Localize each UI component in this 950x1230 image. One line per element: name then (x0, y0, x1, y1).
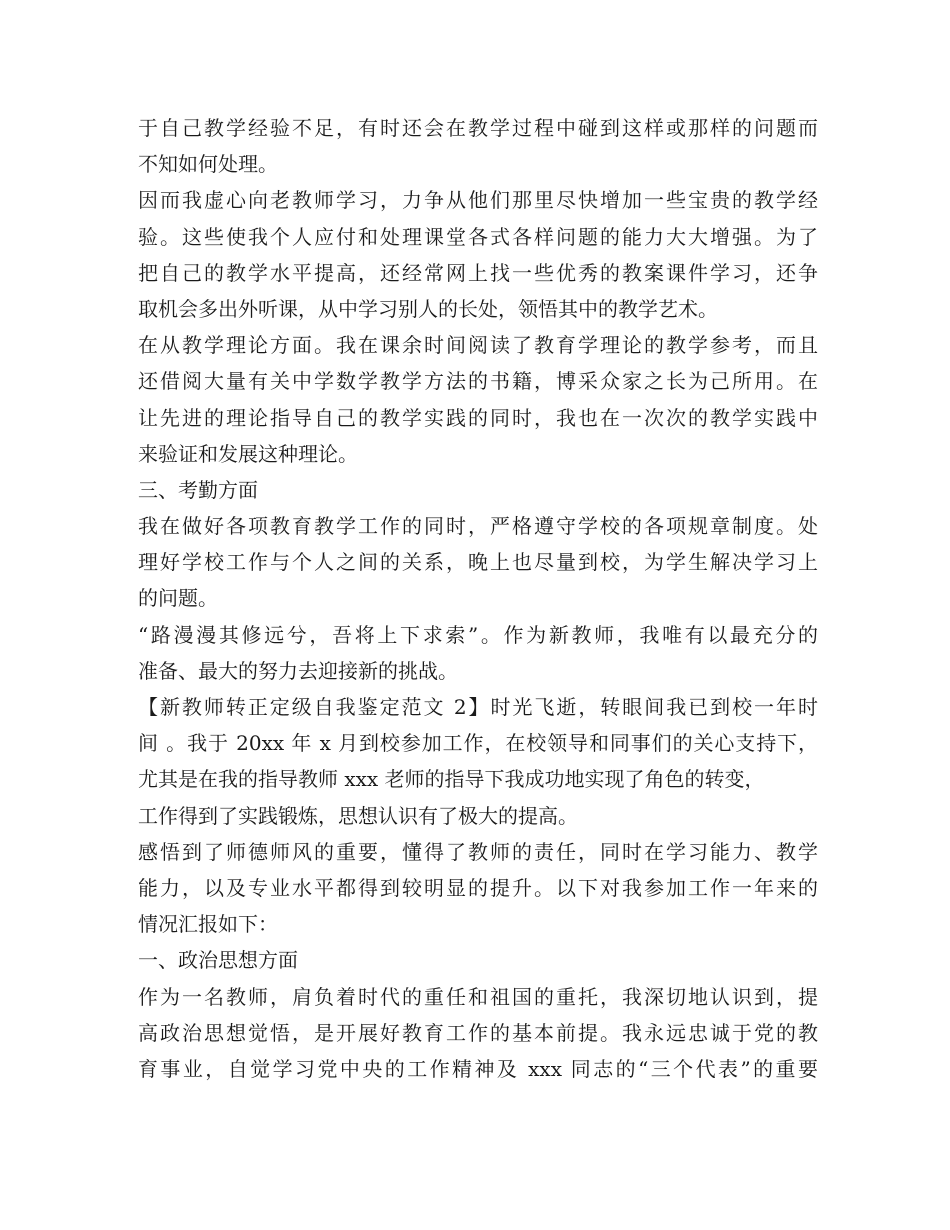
text-line: 感悟到了师德师风的重要，懂得了教师的责任，同时在学习能力、教学 (138, 839, 818, 864)
text-line: 的问题。 (138, 586, 218, 611)
text-line: 把自己的教学水平提高，还经常网上找一些优秀的教案课件学习，还争 (138, 260, 818, 285)
text-line: 我在做好各项教育教学工作的同时，严格遵守学校的各项规章制度。处 (138, 514, 818, 539)
text-line: 不知如何处理。 (138, 152, 278, 177)
document-page (138, 110, 818, 1087)
text-line: 三、考勤方面 (138, 477, 258, 502)
text-line: 作为一名教师，肩负着时代的重任和祖国的重托，我深切地认识到，提 (138, 984, 818, 1009)
text-line: “路漫漫其修远兮，吾将上下求索”。作为新教师，我唯有以最充分的 (138, 622, 818, 647)
text-line: 准备、最大的努力去迎接新的挑战。 (138, 658, 458, 683)
text-line: 还借阅大量有关中学数学教学方法的书籍，博采众家之长为己所用。在 (138, 369, 818, 394)
text-line: 理好学校工作与个人之间的关系，晚上也尽量到校，为学生解决学习上 (138, 550, 818, 575)
text-line: 取机会多出外听课，从中学习别人的长处，领悟其中的教学艺术。 (138, 296, 718, 321)
text-line: 间 。我于 20xx 年 x 月到校参加工作，在校领导和同事们的关心支持下， (138, 731, 818, 756)
text-line: 验。这些使我个人应付和处理课堂各式各样问题的能力大大增强。为了 (138, 224, 818, 249)
text-line: 于自己教学经验不足，有时还会在教学过程中碰到这样或那样的问题而 (138, 116, 818, 140)
text-line: 情况汇报如下： (138, 912, 278, 937)
text-line: 因而我虚心向老教师学习，力争从他们那里尽快增加一些宝贵的教学经 (138, 188, 818, 213)
text-line: 工作得到了实践锻炼，思想认识有了极大的提高。 (138, 803, 578, 828)
text-line: 高政治思想觉悟，是开展好教育工作的基本前提。我永远忠诚于党的教 (138, 1020, 818, 1045)
text-line: 育事业，自觉学习党中央的工作精神及 xxx 同志的“三个代表”的重要 (138, 1056, 818, 1081)
text-line: 【新教师转正定级自我鉴定范文 2】时光飞逝，转眼间我已到校一年时 (138, 695, 818, 719)
text-line: 一、政治思想方面 (138, 948, 298, 973)
text-line: 在从教学理论方面。我在课余时间阅读了教育学理论的教学参考，而且 (138, 333, 818, 358)
text-line: 让先进的理论指导自己的教学实践的同时，我也在一次次的教学实践中 (138, 405, 818, 430)
text-line: 来验证和发展这种理论。 (138, 441, 358, 466)
text-line: 尤其是在我的指导教师 xxx 老师的指导下我成功地实现了角色的转变， (138, 767, 765, 792)
text-line: 能力，以及专业水平都得到较明显的提升。以下对我参加工作一年来的 (138, 875, 818, 900)
